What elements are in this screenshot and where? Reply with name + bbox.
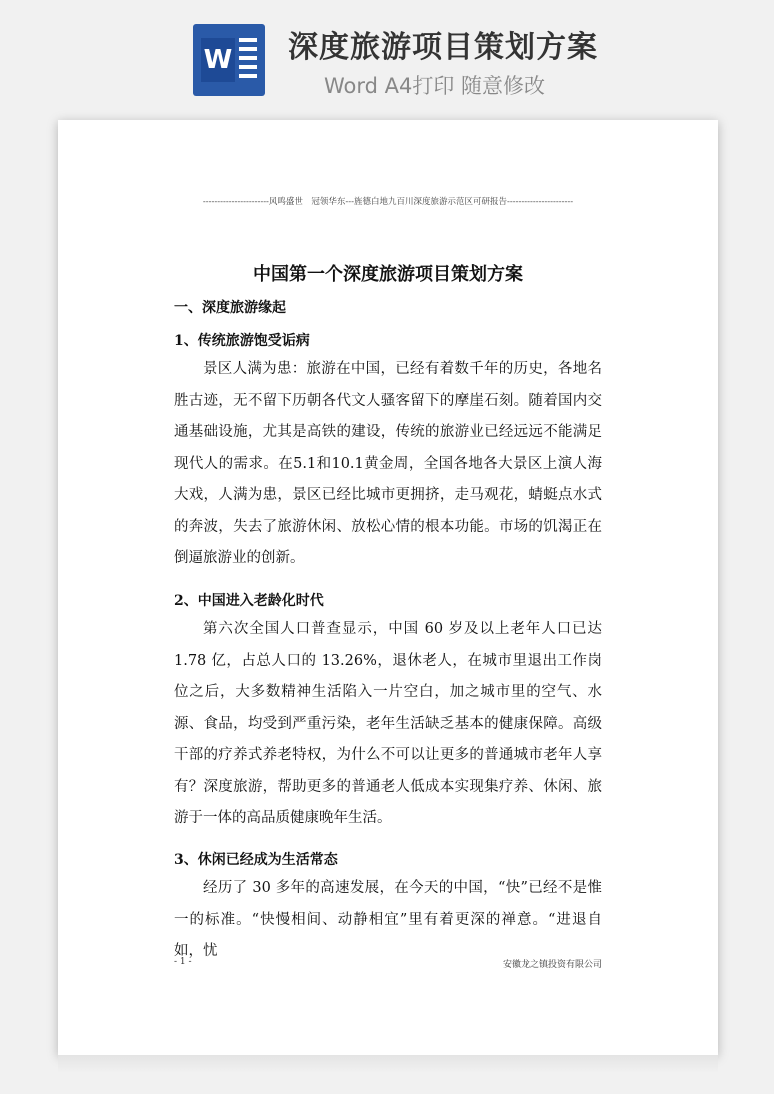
banner-title: 深度旅游项目策划方案 bbox=[288, 30, 598, 65]
subsection-heading-1: 1、传统旅游饱受诟病 bbox=[174, 333, 310, 349]
document-title: 中国第一个深度旅游项目策划方案 bbox=[253, 264, 523, 285]
footer-company: 安徽龙之镇投资有限公司 bbox=[502, 960, 602, 970]
banner-subtitle: Word A4打印 随意修改 bbox=[324, 74, 546, 98]
page-number: - 1 - bbox=[174, 957, 192, 967]
banner bbox=[0, 0, 774, 110]
subsection-heading-2: 2、中国进入老龄化时代 bbox=[174, 593, 324, 609]
word-logo-lines bbox=[239, 38, 257, 83]
section-heading-1: 一、深度旅游缘起 bbox=[174, 300, 286, 316]
document-page bbox=[58, 120, 718, 1055]
paragraph-3: 经历了 30 多年的高速发展，在今天的中国，“快”已经不是惟一的标准。“快慢相间、动静相宜”里有着更深的禅意。“进退自如，忧 bbox=[174, 880, 602, 959]
paragraph-1: 景区人满为患：旅游在中国，已经有着数千年的历史，各地名胜古迹，无不留下历朝各代文人骚客留下的摩崖石刻。随着国内交通基础设施，尤其是高铁的建设，传统的旅游业已经远远不能满足现代人的需求。在5.1和10.1黄金周，全国各地各大景区上演人海大戏，人满为患，景区已经比城市更拥挤，走马观花，蜻蜓点水式的奔波，失去了旅游休闲、放松心情的根本功能。市场的饥渴正在倒逼旅游业的创新。 bbox=[174, 361, 602, 566]
paragraph-2: 第六次全国人口普查显示，中国 60 岁及以上老年人口已达 1.78 亿，占总人口的 13.26%，退休老人，在城市里退出工作岗位之后，大多数精神生活陷入一片空白，加之城市里的空气、水源、食品，均受到严重污染，老年生活缺乏基本的健康保障。高级干部的疗养式养老特权，为什么不可以让更多的普通城市老年人享有？深度旅游，帮助更多的普通老人低成本实现集疗养、休闲、旅游于一体的高品质健康晚年生活。 bbox=[174, 621, 602, 826]
word-logo-letter: W bbox=[201, 38, 235, 82]
page-shadow bbox=[58, 1055, 718, 1073]
subsection-heading-3: 3、休闲已经成为生活常态 bbox=[174, 852, 338, 868]
word-document-icon bbox=[193, 24, 265, 96]
running-header: -----------------------风鸣盛世 冠领华东---旌德白地九百川深度旅游示范区可研报告----------------------- bbox=[202, 197, 574, 207]
